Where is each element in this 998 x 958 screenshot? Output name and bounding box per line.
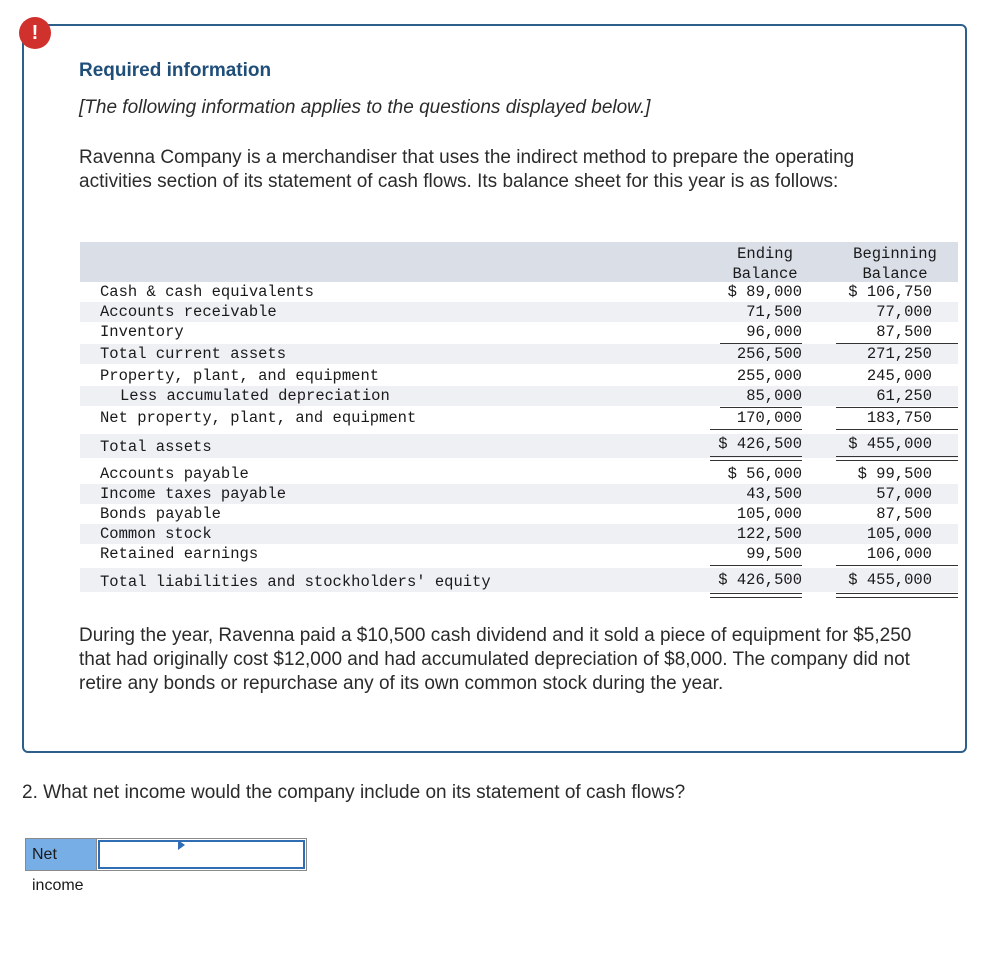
table-row: Bonds payable 105,000 87,500 — [100, 505, 932, 523]
alert-icon: ! — [19, 17, 51, 49]
required-information-title: Required information — [79, 60, 272, 81]
table-row: Inventory 96,000 87,500 — [100, 323, 932, 341]
input-flag-icon — [178, 840, 185, 850]
table-row: Retained earnings 99,500 106,000 — [100, 545, 932, 563]
net-income-answer-row — [25, 838, 307, 894]
table-row: Total current assets 256,500 271,250 — [80, 344, 958, 364]
net-income-input[interactable] — [98, 840, 305, 869]
table-row: Total assets $ 426,500 $ 455,000 — [80, 434, 958, 458]
table-row: Total liabilities and stockholders' equity $ 426,500 $ 455,000 — [80, 568, 958, 592]
applies-note: [The following information applies to the questions displayed below.] — [79, 97, 651, 118]
additional-info-paragraph: During the year, Ravenna paid a $10,500 cash dividend and it sold a piece of equipment for $5,250 that had originally cost $12,000 and had accumulated depreciation of $8,000. The company did not retire any bonds or repurchase any of its own common stock during the year. — [79, 625, 912, 694]
table-row: Cash & cash equivalents $ 89,000 $ 106,750 — [100, 283, 932, 301]
net-income-label: Net income — [26, 839, 97, 870]
table-row: Income taxes payable 43,500 57,000 — [80, 484, 958, 504]
table-row: Common stock 122,500 105,000 — [80, 524, 958, 544]
intro-paragraph: Ravenna Company is a merchandiser that uses the indirect method to prepare the operating activities section of its statement of cash flows. Its balance sheet for this year is as follows: — [79, 147, 855, 192]
beginning-balance-header: Beginning Balance — [853, 245, 937, 283]
table-row: Accounts receivable 71,500 77,000 — [80, 302, 958, 322]
ending-balance-header: Ending Balance — [732, 245, 798, 283]
question-text: 2. What net income would the company include on its statement of cash flows? — [22, 782, 686, 803]
table-row: Accounts payable $ 56,000 $ 99,500 — [100, 465, 932, 483]
table-row: Less accumulated depreciation 85,000 61,250 — [80, 386, 958, 406]
table-row: Property, plant, and equipment 255,000 245,000 — [100, 367, 932, 385]
table-header — [80, 242, 958, 282]
table-row: Net property, plant, and equipment 170,000 183,750 — [100, 409, 932, 427]
